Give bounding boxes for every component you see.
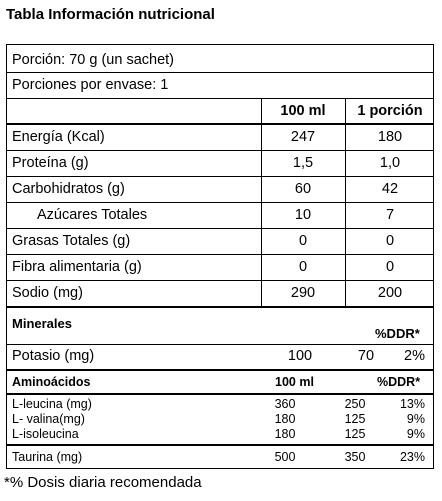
divider (7, 202, 433, 203)
nutrient-value-100ml: 247 (290, 129, 316, 145)
divider (7, 228, 433, 229)
taurina-value-100ml: 500 (274, 450, 296, 464)
servings-text: Porciones por envase: 1 (12, 77, 169, 93)
nutrient-value-portion: 200 (377, 285, 403, 301)
nutrient-label: Sodio (mg) (12, 285, 83, 301)
nutrient-label: Proteína (g) (12, 155, 89, 171)
nutrient-value-portion: 180 (377, 129, 403, 145)
page-title: Tabla Información nutricional (6, 6, 215, 23)
divider (7, 176, 433, 177)
divider (7, 98, 433, 99)
mineral-label: Potasio (mg) (12, 348, 95, 364)
aminoacid-ddr: 13% (399, 397, 425, 411)
minerals-heading: Minerales (12, 316, 72, 331)
aminoacid-label: L-leucina (mg) (12, 397, 92, 411)
nutrition-table (6, 44, 434, 469)
aminoacids-ddr-header: %DDR* (377, 375, 421, 389)
nutrient-label: Fibra alimentaria (g) (12, 259, 142, 275)
nutrient-value-portion: 42 (381, 181, 399, 197)
nutrient-value-100ml: 0 (298, 233, 308, 249)
mineral-ddr: 2% (404, 348, 425, 364)
divider (7, 123, 433, 125)
divider (7, 254, 433, 255)
divider (7, 393, 433, 395)
aminoacid-value-portion: 125 (344, 412, 366, 426)
aminoacid-ddr: 9% (406, 427, 425, 441)
aminoacid-value-100ml: 180 (274, 412, 296, 426)
nutrient-value-100ml: 0 (298, 259, 308, 275)
nutrient-value-100ml: 10 (294, 207, 312, 223)
nutrient-value-100ml: 1,5 (292, 155, 314, 171)
divider (7, 150, 433, 151)
taurina-label: Taurina (mg) (12, 450, 83, 464)
footnote: *% Dosis diaria recomendada (4, 474, 202, 491)
nutrient-label: Energía (Kcal) (12, 129, 105, 145)
aminoacid-value-100ml: 180 (274, 427, 296, 441)
nutrient-value-portion: 1,0 (379, 155, 401, 171)
mineral-value-portion: 70 (357, 348, 375, 364)
portion-text: Porción: 70 g (un sachet) (12, 52, 175, 68)
divider (7, 344, 433, 345)
divider (7, 280, 433, 281)
taurina-ddr: 23% (399, 450, 425, 464)
aminoacid-value-portion: 250 (344, 397, 366, 411)
mineral-value-100ml: 100 (287, 348, 313, 364)
nutrient-label: Grasas Totales (g) (12, 233, 131, 249)
header-100ml: 100 ml (280, 103, 326, 119)
nutrient-value-portion: 0 (385, 233, 395, 249)
aminoacids-heading: Aminoácidos (12, 375, 91, 389)
aminoacid-label: L-isoleucina (12, 427, 79, 441)
aminoacid-value-100ml: 360 (274, 397, 296, 411)
divider (7, 306, 433, 308)
nutrient-value-portion: 7 (385, 207, 395, 223)
aminoacid-label: L- valina(mg) (12, 412, 85, 426)
nutrient-value-100ml: 60 (294, 181, 312, 197)
divider (7, 444, 433, 446)
nutrient-value-portion: 0 (385, 259, 395, 275)
taurina-value-portion: 350 (344, 450, 366, 464)
nutrient-label: Carbohidratos (g) (12, 181, 125, 197)
minerals-ddr-header: %DDR* (375, 326, 420, 341)
header-portion: 1 porción (357, 103, 423, 119)
aminoacid-ddr: 9% (406, 412, 425, 426)
nutrient-label: Azúcares Totales (37, 207, 148, 223)
divider (7, 72, 433, 73)
nutrient-value-100ml: 290 (290, 285, 316, 301)
divider (7, 369, 433, 371)
aminoacid-value-portion: 125 (344, 427, 366, 441)
aminoacids-100ml-header: 100 ml (275, 375, 314, 389)
